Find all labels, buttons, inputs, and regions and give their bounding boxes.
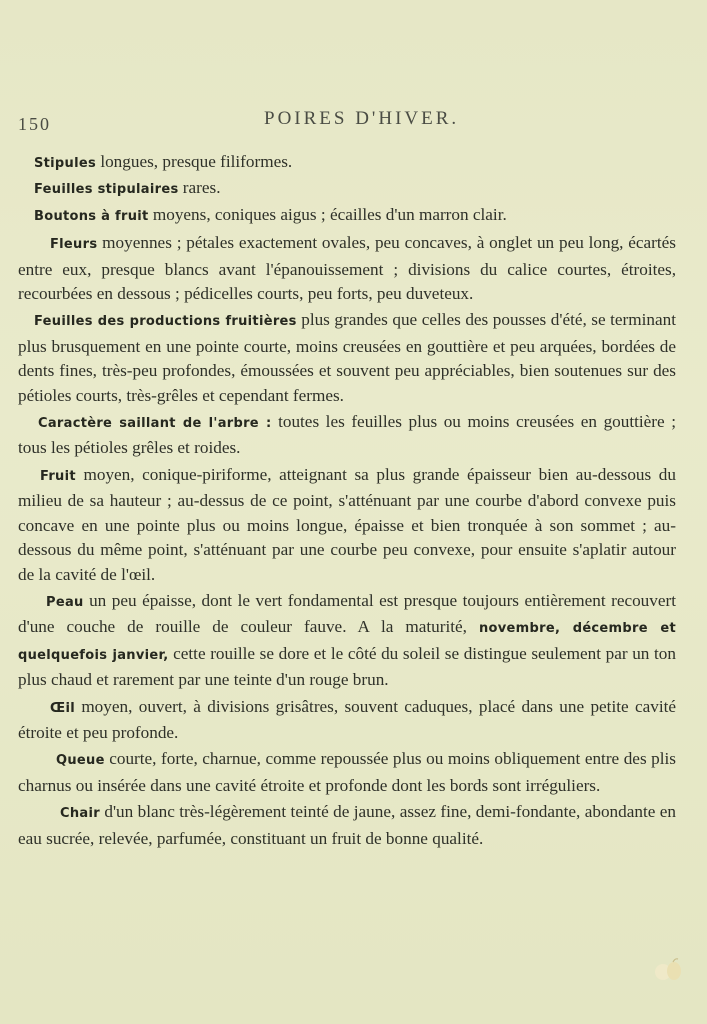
paragraph-lead: Caractère saillant de l'arbre : bbox=[38, 416, 272, 432]
pear-ornament-icon bbox=[651, 956, 685, 982]
paragraph-text: d'un blanc très-légèrement teinté de jaune, assez fine, demi-fondante, abondante en eau sucrée, relevée, parfumée, constituant un fruit de bonne qualité. bbox=[18, 802, 676, 848]
paragraph-feuilles-productions bbox=[18, 308, 676, 408]
paragraph-bold-months: novembre, décembre et quelquefois janvier, bbox=[18, 621, 676, 663]
paragraph-feuilles-stipulaires bbox=[18, 176, 676, 202]
page-number: 150 bbox=[18, 114, 51, 134]
paragraph-text: moyen, ouvert, à divisions grisâtres, souvent caduques, placé dans une petite cavité étroite et peu profonde. bbox=[18, 696, 676, 742]
paragraph-text: rares. bbox=[178, 178, 221, 198]
paragraph-lead: Œil bbox=[50, 700, 75, 716]
paragraph-oeil bbox=[18, 695, 676, 746]
paragraph-lead: Boutons à fruit bbox=[34, 208, 149, 224]
paragraph-caractere bbox=[18, 410, 676, 461]
body-text bbox=[18, 150, 676, 851]
paragraph-fleurs bbox=[18, 231, 676, 306]
paragraph-chair bbox=[18, 800, 676, 851]
paragraph-text: moyen, conique-piriforme, atteignant sa plus grande épaisseur bien au-dessous du milieu de sa hauteur ; au-dessus de ce point, s'atténuant par une courbe d'abord convexe puis concave en une pointe plus ou moins longue, épaisse et bien tronquée à son sommet ; au-dessous du même point, s'atténuant par une courbe peu convexe, pour ensuite s'aplatir autour de la cavité de l'œil. bbox=[18, 464, 676, 584]
paragraph-lead: Fleurs bbox=[50, 237, 98, 253]
paragraph-text-after: cette rouille se dore et le côté du soleil se distingue seulement par un ton plus chaud et rarement par une teinte d'un rouge brun. bbox=[18, 643, 676, 690]
paragraph-lead: Queue bbox=[56, 753, 105, 769]
paragraph-lead: Fruit bbox=[40, 468, 76, 484]
paragraph-text: plus grandes que celles des pousses d'été, se terminant plus brusquement en une pointe courte, moins creusées en gouttière et peu arquées, bordées de dents fines, très-peu profondes, émoussées et souvent peu appréciables, bien soutenues sur des pétioles courts, très-grêles et cependant fermes. bbox=[18, 310, 676, 405]
paragraph-lead: Chair bbox=[60, 806, 100, 822]
paragraph-lead: Peau bbox=[46, 594, 84, 610]
paragraph-text: moyens, coniques aigus ; écailles d'un marron clair. bbox=[148, 204, 507, 224]
paragraph-fruit bbox=[18, 463, 676, 587]
paragraph-text: moyennes ; pétales exactement ovales, peu concaves, à onglet un peu long, écartés entre eux, presque blancs avant l'épanouissement ; divisions du calice courtes, étroites, recourbées en dessous ; pédicelles courts, peu forts, peu duveteux. bbox=[18, 233, 676, 304]
paragraph-boutons bbox=[18, 203, 676, 229]
paragraph-text: un peu épaisse, dont le vert fondamental est presque toujours entièrement recouvert d'une couche de rouille de couleur fauve. A la maturité, bbox=[18, 590, 676, 637]
paragraph-text: longues, presque filiformes. bbox=[96, 152, 293, 171]
running-title: POIRES D'HIVER. bbox=[264, 108, 460, 129]
paragraph-lead: Stipules bbox=[34, 156, 97, 171]
paragraph-stipules bbox=[18, 150, 676, 176]
paragraph-lead: Feuilles des productions fruitières bbox=[34, 314, 297, 330]
page-header bbox=[18, 108, 678, 138]
paragraph-lead: Feuilles stipulaires bbox=[34, 182, 179, 198]
paragraph-text: toutes les feuilles plus ou moins creusées en gouttière ; tous les pétioles grêles et roides. bbox=[18, 412, 676, 458]
paragraph-peau bbox=[18, 589, 676, 693]
paragraph-text: courte, forte, charnue, comme repoussée plus ou moins obliquement entre des plis charnus ou insérée dans une cavité étroite et profonde dont les bords sont irréguliers. bbox=[18, 749, 676, 795]
paragraph-queue bbox=[18, 747, 676, 798]
